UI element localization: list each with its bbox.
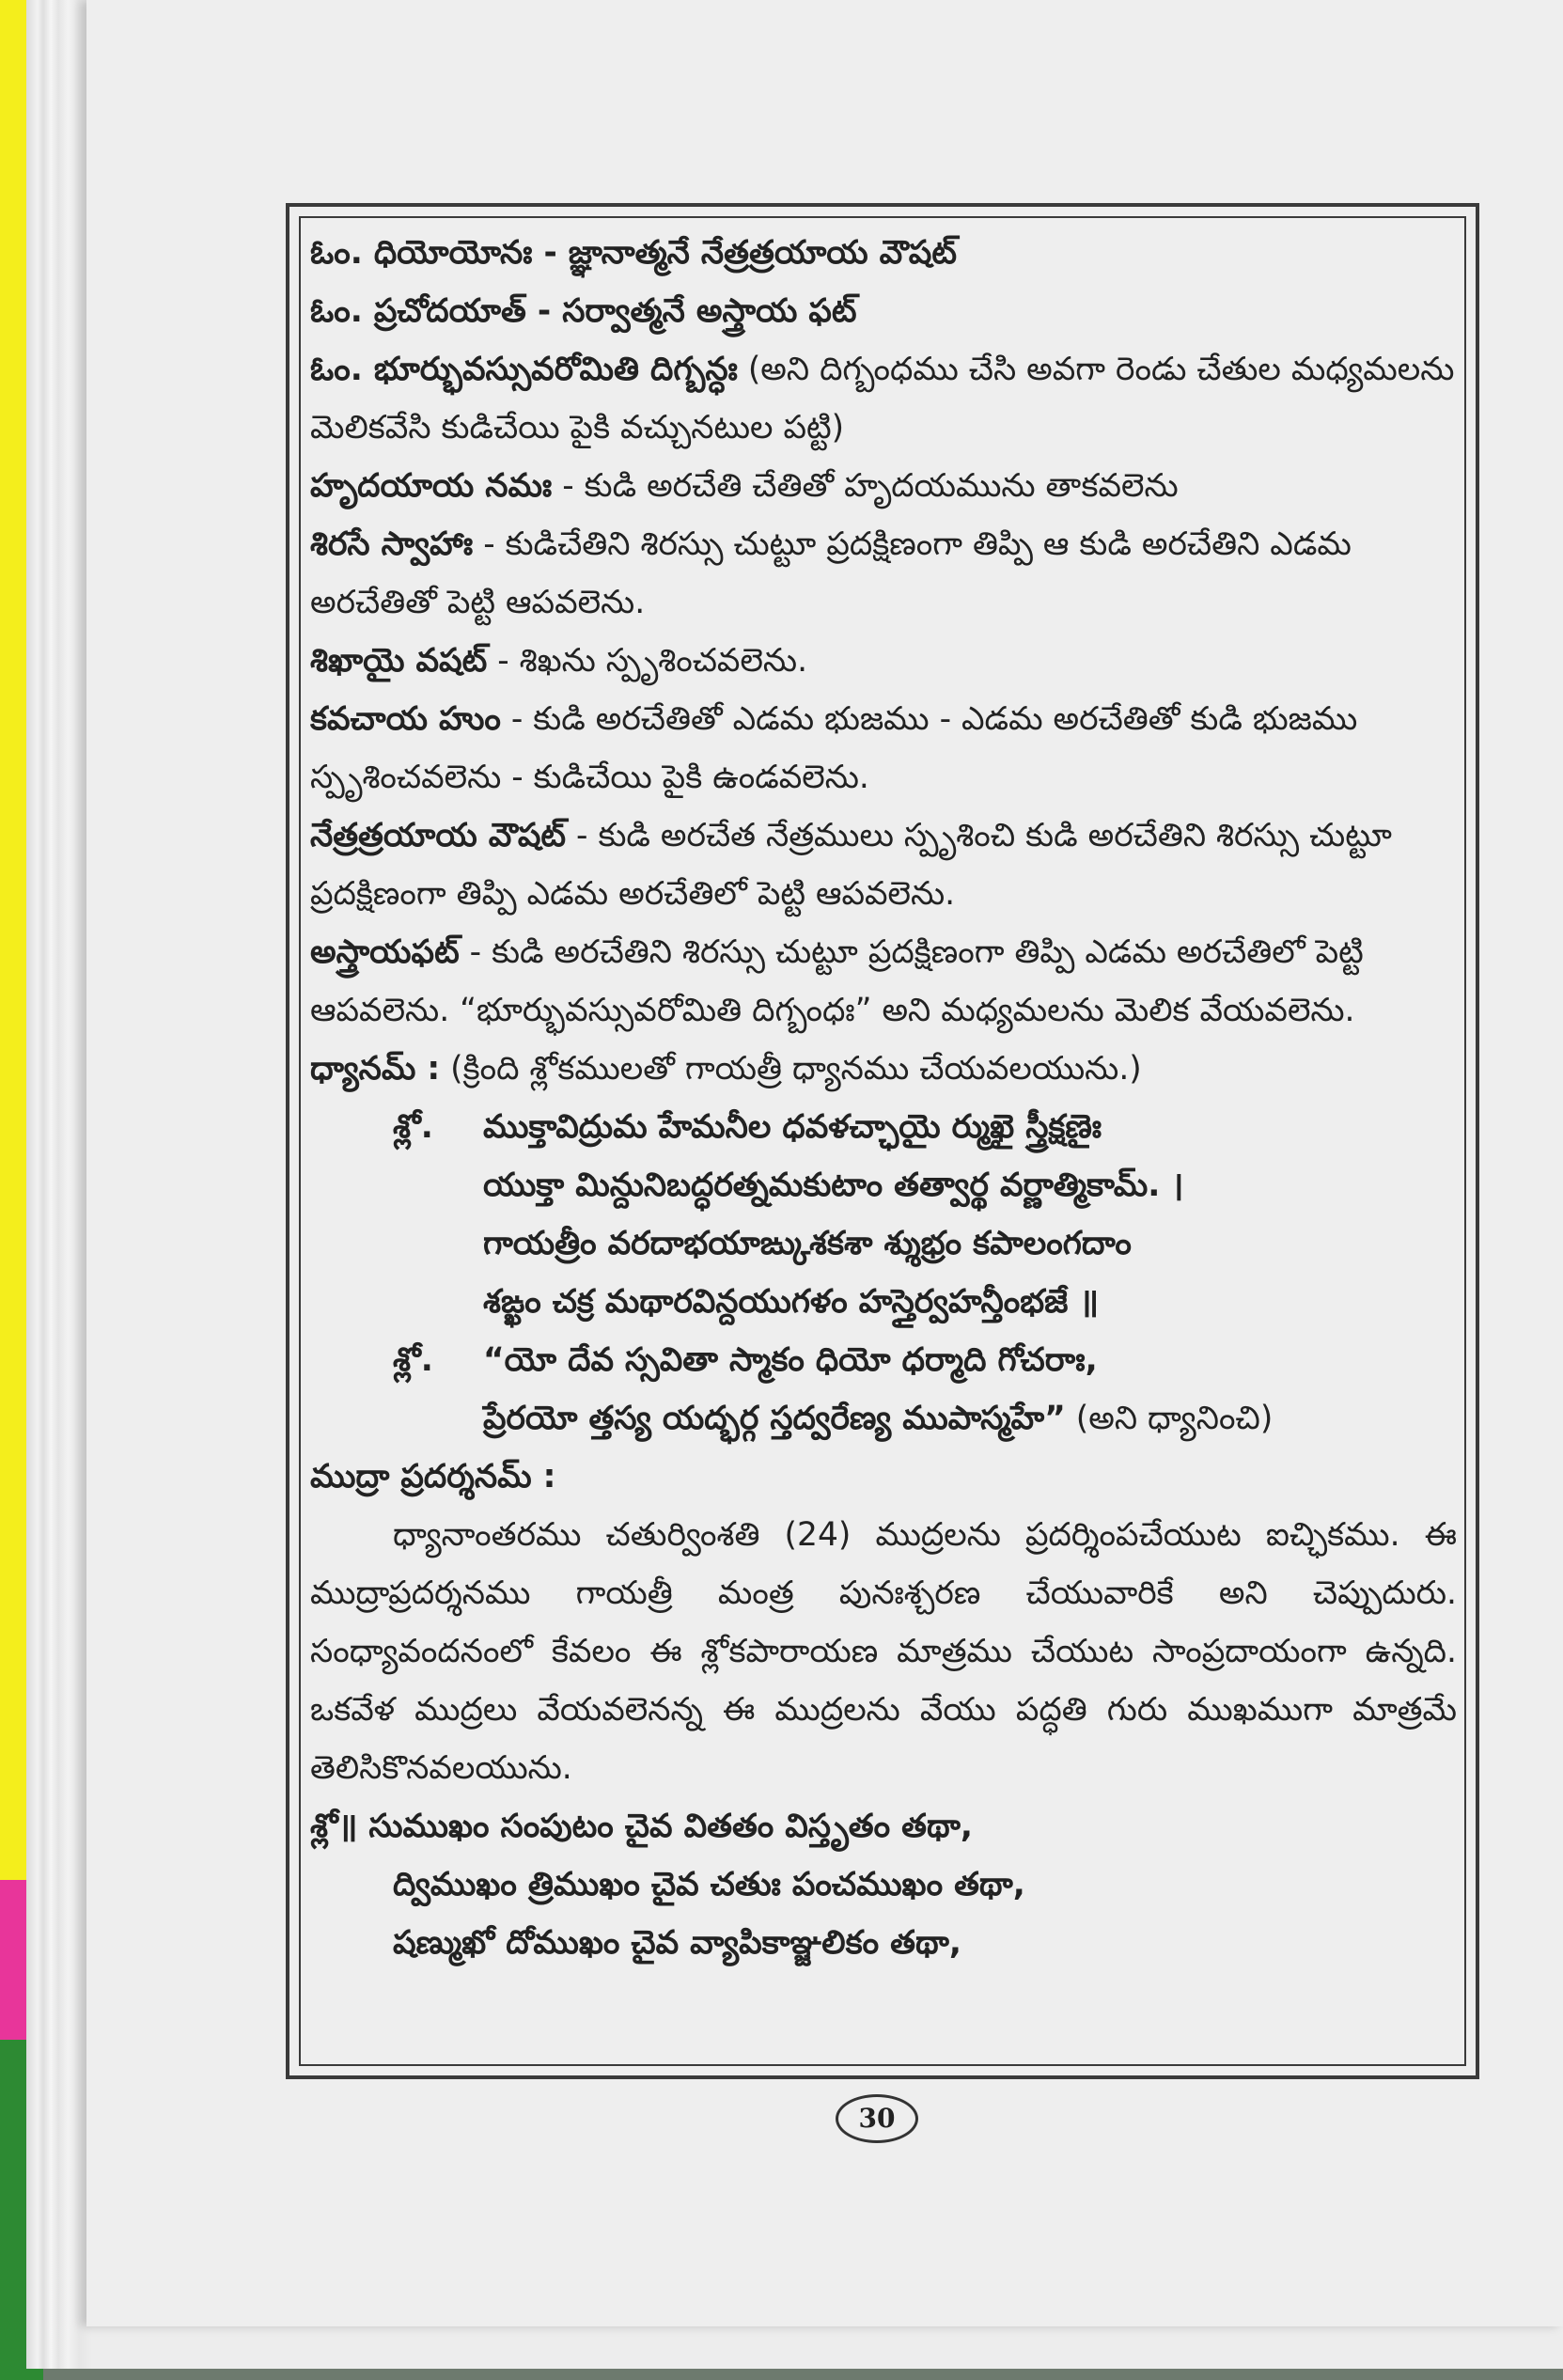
line-netratrayaya <box>310 806 1457 923</box>
line-digbandha <box>310 340 1457 457</box>
digbandha-heading: ఓం. భూర్భువస్సువరోమితి దిగ్బన్ధః <box>310 351 738 388</box>
mudra-paragraph: ధ్యానాంతరము చతుర్వింశతి (24) ముద్రలను ప్రదర్శింపచేయుట ఐచ్ఛికము. ఈ ముద్రాప్రదర్శనము గాయత్రీ మంత్ర పునఃశ్చరణ చేయువారికే అని చెప్పుదురు. సంధ్యావందనంలో కేవలం ఈ శ్లోకపారాయణ మాత్రము చేయుట సాంప్రదాయంగా ఉన్నది. ఒకవేళ ముద్రలు వేయవలెనన్న ఈ ముద్రలను వేయు పద్ధతి గురు ముఖముగా మాత్రమే తెలిసికొనవలయును. <box>310 1516 1457 1787</box>
line-dhiyoyonah: ఓం. ధియోయోనః - జ్ఞానాత్మనే నేత్రత్రయాయ వౌషట్ <box>310 234 957 272</box>
verse1-line4: శఙ్ఖం చక్ర మథారవిన్దయుగళం హస్తైర్వహన్తీంభజే ॥ <box>483 1283 1100 1321</box>
kavachaya-text: - కుడి అరచేతితో ఎడమ భుజము - ఎడమ అరచేతితో కుడి భుజము స్పృశించవలెను - కుడిచేయి పైకి ఉండవలెను. <box>310 700 1358 796</box>
line-sikhayai <box>310 632 1457 690</box>
line-sirase <box>310 515 1457 632</box>
sikhayai-text: - శిఖను స్పృశించవలెను. <box>487 642 808 680</box>
kavachaya-heading: కవచాయ హుం <box>310 700 501 738</box>
verse2-text2: ప్రేరయో త్తస్య యద్భర్గ స్తద్వరేణ్య ముపాస్మహే” <box>483 1400 1066 1437</box>
sloka2-text1: సుముఖం సంపుటం చైవ వితతం విస్తృతం తథా, <box>357 1808 973 1845</box>
sloka-label: శ్లో. <box>393 1341 433 1379</box>
hrudayaya-heading: హృదయాయ నమః <box>310 467 553 505</box>
line-dhyanam <box>310 1040 1457 1098</box>
line-kavachaya <box>310 690 1457 806</box>
page-content <box>310 224 1457 2047</box>
sloka-label: శ్లో. <box>393 1108 433 1146</box>
sloka2-line2: ద్విముఖం త్రిముఖం చైవ చతుః పంచముఖం తథా, <box>393 1866 1025 1903</box>
sirase-text: - కుడిచేతిని శిరస్సు చుట్టూ ప్రదక్షిణంగా తిప్పి ఆ కుడి అరచేతిని ఎడమ అరచేతితో పెట్టి ఆపవలెను. <box>310 525 1352 621</box>
line-hrudayaya <box>310 457 1457 515</box>
verse2-line2 <box>310 1389 1457 1448</box>
digbandha-text: (అని దిగ్బంధము చేసి అవగా రెండు చేతుల మధ్యమలను మెలికవేసి కుడిచేయి పైకి వచ్చునటుల పట్టి) <box>310 351 1455 446</box>
line-astraya <box>310 923 1457 1040</box>
sloka2-line1 <box>310 1797 1457 1855</box>
verse2-line1 <box>310 1331 1457 1389</box>
netratrayaya-text: - కుడి అరచేత నేత్రములు స్పృశించి కుడి అరచేతిని శిరస్సు చుట్టూ ప్రదక్షిణంగా తిప్పి ఎడమ అరచేతిలో పెట్టి ఆపవలెను. <box>310 817 1392 913</box>
sirase-heading: శిరసే స్వాహాః <box>310 525 474 563</box>
dhyanam-heading: ధ్యానమ్ : <box>310 1050 441 1088</box>
sloka2-line3: షణ్ముఖో దోముఖం చైవ వ్యాపికాఞ్జలికం తథా, <box>393 1924 961 1962</box>
astraya-heading: అస్త్రాయఫట్ <box>310 933 460 971</box>
verse1-line3: గాయత్రీం వరదాభయాఙ్కుశకశా శ్శుభ్రం కపాలంగదాం <box>483 1225 1132 1262</box>
verse1-line2: యుక్తా మిన్దునిబద్ధరత్నమకుటాం తత్వార్థ వర్ణాత్మికామ్. । <box>483 1167 1184 1204</box>
sikhayai-heading: శిఖాయై వషట్ <box>310 642 488 680</box>
mudra-heading: ముద్రా ప్రదర్శనమ్ : <box>310 1458 556 1495</box>
verse2-note: (అని ధ్యానించి) <box>1065 1400 1274 1437</box>
sloka2-label: శ్లో॥ <box>310 1808 358 1845</box>
line-prachodayat: ఓం. ప్రచోదయాత్ - సర్వాత్మనే అస్త్రాయ ఫట్ <box>310 292 857 330</box>
verse1-line1 <box>310 1098 1457 1156</box>
hrudayaya-text: - కుడి అరచేతి చేతితో హృదయమును తాకవలెను <box>552 467 1179 505</box>
netratrayaya-heading: నేత్రత్రయాయ వౌషట్ <box>310 817 567 854</box>
verse2-text1: “యో దేవ స్సవితా స్మాకం ధియో ధర్మాది గోచరాః, <box>483 1341 1098 1379</box>
dhyanam-text: (క్రింది శ్లోకములతో గాయత్రీ ధ్యానము చేయవలయును.) <box>440 1050 1142 1088</box>
verse1-text1: ముక్తావిద్రుమ హేమనీల ధవళచ్ఛాయై ర్ముఖై స్త్రీక్షణైః <box>483 1108 1102 1146</box>
page-number: 30 <box>836 2094 918 2143</box>
astraya-text: - కుడి అరచేతిని శిరస్సు చుట్టూ ప్రదక్షిణంగా తిప్పి ఎడమ అరచేతిలో పెట్టి ఆపవలెను. “భూర్భువస్సువరోమితి దిగ్బంధః” అని మధ్యమలను మెలిక వేయవలెను. <box>310 933 1364 1029</box>
